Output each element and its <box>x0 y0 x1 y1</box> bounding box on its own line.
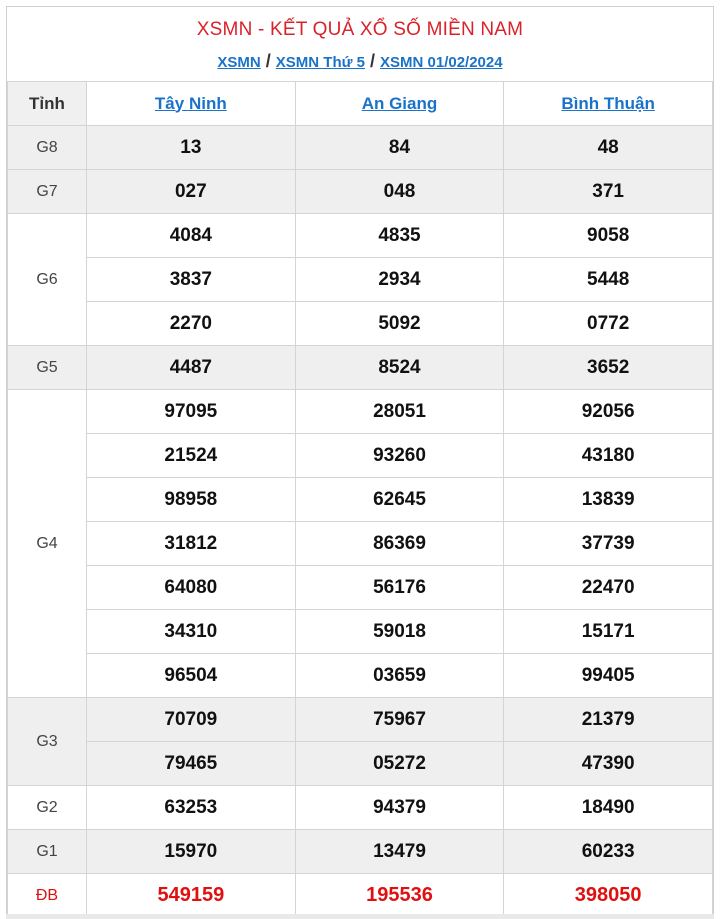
prize-label: G7 <box>8 170 87 214</box>
prize-number: 22470 <box>504 566 713 610</box>
prize-row-g2 <box>8 786 713 830</box>
prize-row-g7 <box>8 170 713 214</box>
prize-row-g6 <box>8 214 713 258</box>
prize-number: 3837 <box>87 258 296 302</box>
province-header <box>504 82 713 126</box>
prize-number: 92056 <box>504 390 713 434</box>
bottom-divider <box>6 914 714 919</box>
prize-number: 13839 <box>504 478 713 522</box>
prize-number: 98958 <box>87 478 296 522</box>
prize-number: 75967 <box>295 698 504 742</box>
prize-label: ĐB <box>8 874 87 918</box>
prize-number: 62645 <box>295 478 504 522</box>
prize-number: 79465 <box>87 742 296 786</box>
prize-number: 3652 <box>504 346 713 390</box>
prize-number: 18490 <box>504 786 713 830</box>
results-body <box>8 126 713 918</box>
province-link-binh-thuan[interactable]: Bình Thuận <box>561 93 655 113</box>
prize-label: G6 <box>8 214 87 346</box>
prize-row-g8 <box>8 126 713 170</box>
prize-row-g4 <box>8 522 713 566</box>
prize-number: 0772 <box>504 302 713 346</box>
prize-number: 15171 <box>504 610 713 654</box>
prize-number: 70709 <box>87 698 296 742</box>
prize-number: 4084 <box>87 214 296 258</box>
prize-number: 2934 <box>295 258 504 302</box>
prize-label: G4 <box>8 390 87 698</box>
province-header <box>87 82 296 126</box>
lottery-results-table <box>7 81 713 918</box>
province-header <box>295 82 504 126</box>
prize-number: 31812 <box>87 522 296 566</box>
prize-number: 60233 <box>504 830 713 874</box>
prize-number: 15970 <box>87 830 296 874</box>
prize-row-g4 <box>8 434 713 478</box>
prize-row-g3 <box>8 698 713 742</box>
breadcrumb-link-date[interactable]: XSMN 01/02/2024 <box>380 54 503 71</box>
province-link-an-giang[interactable]: An Giang <box>361 93 438 113</box>
results-header <box>7 7 713 81</box>
prize-number: 4487 <box>87 346 296 390</box>
province-column-header: Tỉnh <box>8 82 87 126</box>
prize-label: G5 <box>8 346 87 390</box>
prize-number: 03659 <box>295 654 504 698</box>
prize-number: 5448 <box>504 258 713 302</box>
breadcrumb-link-xsmn[interactable]: XSMN <box>217 54 261 71</box>
prize-number: 86369 <box>295 522 504 566</box>
prize-number: 34310 <box>87 610 296 654</box>
prize-number: 96504 <box>87 654 296 698</box>
prize-row-g1 <box>8 830 713 874</box>
prize-number: 13 <box>87 126 296 170</box>
prize-row-g4 <box>8 566 713 610</box>
prize-row-g6 <box>8 258 713 302</box>
prize-number: 48 <box>504 126 713 170</box>
prize-row-g6 <box>8 302 713 346</box>
prize-row-g3 <box>8 742 713 786</box>
page-title: XSMN - KẾT QUẢ XỔ SỐ MIỀN NAM <box>196 19 524 40</box>
prize-number: 37739 <box>504 522 713 566</box>
prize-number: 027 <box>87 170 296 214</box>
prize-row-g4 <box>8 478 713 522</box>
prize-row-g4 <box>8 610 713 654</box>
prize-row-đb <box>8 874 713 918</box>
prize-number: 28051 <box>295 390 504 434</box>
prize-number: 4835 <box>295 214 504 258</box>
prize-number: 5092 <box>295 302 504 346</box>
prize-number: 398050 <box>504 874 713 918</box>
breadcrumb-separator: / <box>265 51 271 71</box>
prize-number: 9058 <box>504 214 713 258</box>
prize-number: 99405 <box>504 654 713 698</box>
prize-label: G1 <box>8 830 87 874</box>
prize-number: 56176 <box>295 566 504 610</box>
breadcrumb-separator: / <box>369 51 375 71</box>
prize-number: 13479 <box>295 830 504 874</box>
prize-number: 59018 <box>295 610 504 654</box>
prize-label: G3 <box>8 698 87 786</box>
prize-number: 43180 <box>504 434 713 478</box>
prize-label: G2 <box>8 786 87 830</box>
prize-number: 84 <box>295 126 504 170</box>
prize-number: 371 <box>504 170 713 214</box>
prize-number: 549159 <box>87 874 296 918</box>
prize-number: 94379 <box>295 786 504 830</box>
breadcrumb-link-weekday[interactable]: XSMN Thứ 5 <box>275 54 365 71</box>
breadcrumb <box>7 50 713 72</box>
prize-number: 8524 <box>295 346 504 390</box>
prize-row-g4 <box>8 654 713 698</box>
prize-row-g5 <box>8 346 713 390</box>
results-panel <box>6 6 714 919</box>
prize-number: 2270 <box>87 302 296 346</box>
prize-number: 64080 <box>87 566 296 610</box>
prize-number: 63253 <box>87 786 296 830</box>
table-header-row <box>8 82 713 126</box>
prize-number: 21524 <box>87 434 296 478</box>
prize-row-g4 <box>8 390 713 434</box>
prize-number: 93260 <box>295 434 504 478</box>
prize-number: 048 <box>295 170 504 214</box>
prize-number: 21379 <box>504 698 713 742</box>
prize-number: 05272 <box>295 742 504 786</box>
prize-label: G8 <box>8 126 87 170</box>
prize-number: 97095 <box>87 390 296 434</box>
province-link-tay-ninh[interactable]: Tây Ninh <box>154 93 227 113</box>
prize-number: 195536 <box>295 874 504 918</box>
prize-number: 47390 <box>504 742 713 786</box>
